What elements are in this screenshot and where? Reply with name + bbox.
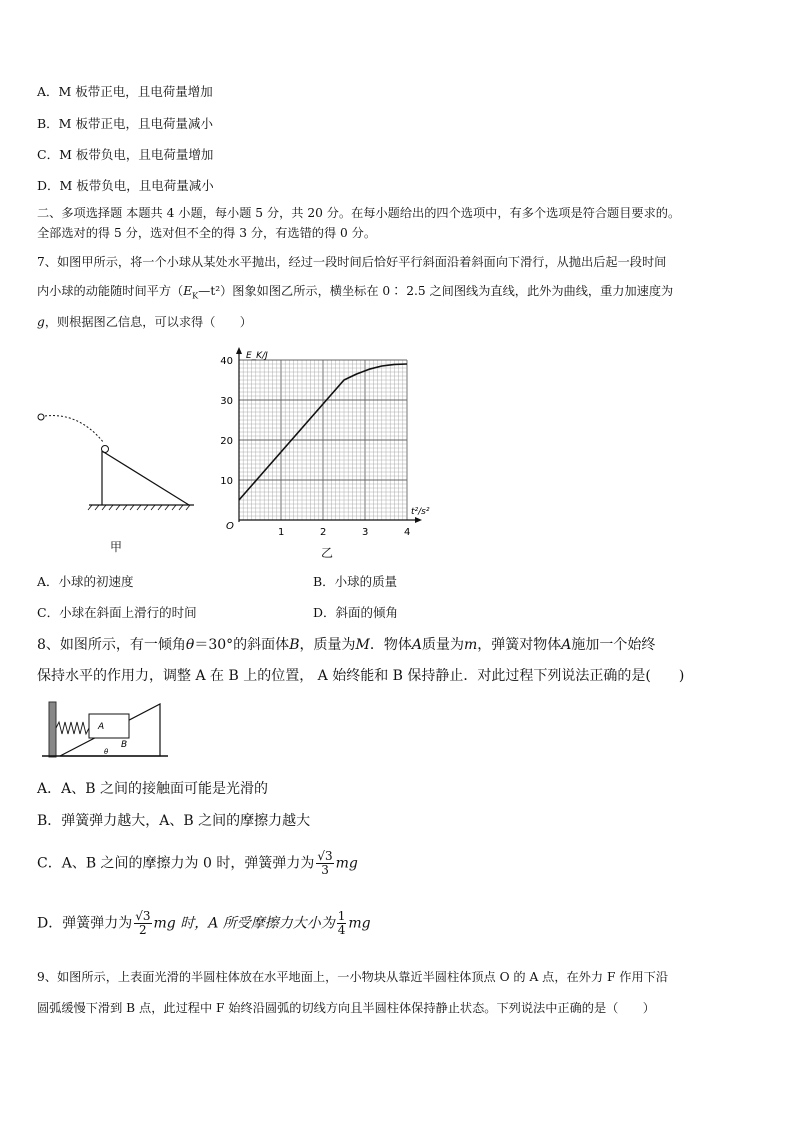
ground-hatching: [88, 505, 190, 510]
q8-optc-num: √3: [317, 849, 333, 863]
y-tick-label: 10: [220, 476, 233, 487]
q8-option-d: [37, 910, 371, 937]
q8-optd-den2: 4: [337, 923, 346, 937]
q7-ek-symbol: E: [183, 284, 193, 298]
y-tick-label: 30: [220, 396, 233, 407]
q8-option-c: [37, 850, 358, 877]
q7-stem-line1: 7、如图甲所示，将一个小球从某处水平抛出，经过一段时间后恰好平行斜面沿着斜面向下滑行，从抛出后起一段时间: [37, 255, 667, 269]
q9-stem-line2: 圆弧缓慢下滑到 B 点，此过程中 F 始终沿圆弧的切线方向且半圆柱体保持静止状态。下列说法中正确的是（ ）: [37, 1001, 655, 1015]
spring: [56, 722, 89, 734]
q7-option-d: D．斜面的倾角: [313, 605, 399, 620]
q8-optc-frac: [316, 850, 333, 877]
figure-jia: [34, 400, 204, 525]
q7-line2-b: —t²）图象如图乙所示，横坐标在 0∶ 2.5 之间图线为直线，此外为曲线，重力加速度为: [198, 284, 674, 298]
chart-grid: [239, 360, 407, 520]
q7-stem-line2: [37, 282, 673, 300]
label-a: A: [98, 722, 105, 732]
q8-option-a: A．A、B 之间的接触面可能是光滑的: [37, 781, 268, 797]
q8-optd-mid: mg 时，A 所受摩擦力大小为: [153, 915, 335, 932]
x-tick-label: 4: [404, 527, 411, 538]
q8-optc-den: 3: [321, 863, 329, 877]
q7-stem-line3: [37, 313, 252, 330]
q6-option-a: A．M 板带正电，且电荷量增加: [37, 84, 213, 99]
q8-l1-b: ＝30°的斜面体: [194, 637, 290, 653]
figure-jia-caption: 甲: [110, 540, 123, 554]
q7-g-symbol: g: [37, 315, 45, 329]
origin-label: O: [226, 521, 234, 532]
q8-optd-num2: 1: [337, 909, 346, 923]
q8-option-b: B．弹簧弹力越大，A、B 之间的摩擦力越大: [37, 813, 311, 829]
q8-optd-pre: D．弹簧弹力为: [37, 915, 133, 932]
figure-yi-chart: [215, 340, 455, 545]
q8-stem-line2: 保持水平的作用力，调整 A 在 B 上的位置， A 始终能和 B 保持静止．对此过程下列说法正确的是( ): [37, 668, 685, 684]
q8-l1-e: 质量为: [421, 637, 464, 653]
q8-M: M: [355, 637, 370, 653]
q8-optd-frac1: [134, 910, 151, 937]
q8-B: B: [289, 637, 300, 653]
q8-optc-pre: C．A、B 之间的摩擦力为 0 时，弹簧弹力为: [37, 855, 315, 872]
q8-figure: [40, 698, 170, 760]
section2-line1: 二、多项选择题 本题共 4 小题，每小题 5 分，共 20 分。在每小题给出的四个选项中，有多个选项是符合题目要求的。: [37, 206, 681, 220]
q8-m: m: [463, 637, 478, 653]
launch-ball: [38, 414, 44, 420]
label-theta: θ: [104, 748, 109, 756]
y-tick-label: 20: [220, 436, 233, 447]
q7-line3-b: ，则根据图乙信息，可以求得（ ）: [44, 315, 252, 329]
q8-l1-a: 8、如图所示，有一倾角: [37, 637, 186, 653]
q8-A: A: [411, 637, 422, 653]
q8-l1-f: ，弹簧对物体: [477, 637, 562, 653]
figure-yi-caption: 乙: [321, 546, 334, 560]
x-tick-label: 2: [320, 527, 327, 538]
q7-option-c: C．小球在斜面上滑行的时间: [37, 605, 197, 620]
q8-optd-frac2: [337, 910, 347, 937]
q9-stem-line1: 9、如图所示，上表面光滑的半圆柱体放在水平地面上，一小物块从靠近半圆柱体顶点 O 的 A 点，在外力 F 作用下沿: [37, 970, 669, 984]
q8-l1-d: ．物体: [369, 637, 412, 653]
q8-optd-den1: 2: [139, 923, 147, 937]
chart-axes: [236, 347, 422, 523]
q7-option-a: A．小球的初速度: [37, 574, 134, 589]
y-tick-label: 40: [220, 356, 233, 367]
x-tick-label: 3: [362, 527, 369, 538]
q6-option-d: D．M 板带负电，且电荷量减小: [37, 178, 214, 193]
wall: [49, 702, 56, 757]
q8-optc-post: mg: [335, 855, 358, 872]
q8-l1-g: 施加一个始终: [571, 637, 656, 653]
y-axis-arrow: [236, 347, 242, 354]
q8-l1-c: ，质量为: [299, 637, 356, 653]
x-axis-label: t²/s²: [411, 507, 430, 517]
q7-ek-sub: K: [192, 291, 199, 301]
y-axis-label: E_K/J: [246, 351, 268, 361]
q6-option-b: B．M 板带正电，且电荷量减小: [37, 116, 213, 131]
x-tick-label: 1: [278, 527, 285, 538]
q8-A2: A: [561, 637, 572, 653]
x-axis-arrow: [415, 517, 422, 523]
q8-optd-num1: √3: [135, 909, 151, 923]
q7-option-b: B．小球的质量: [313, 574, 398, 589]
q7-line2-a: 内小球的动能随时间平方（: [37, 284, 184, 298]
incline: [102, 451, 189, 505]
q6-option-c: C．M 板带负电，且电荷量增加: [37, 147, 214, 162]
q8-theta: θ: [185, 637, 195, 653]
q8-optd-post: mg: [348, 915, 371, 932]
block-a: [89, 714, 129, 738]
section2-line2: 全部选对的得 5 分，选对但不全的得 3 分，有选错的得 0 分。: [37, 226, 377, 240]
label-b: B: [121, 740, 128, 750]
q8-stem-line1: [37, 634, 655, 654]
trajectory: [45, 416, 104, 443]
